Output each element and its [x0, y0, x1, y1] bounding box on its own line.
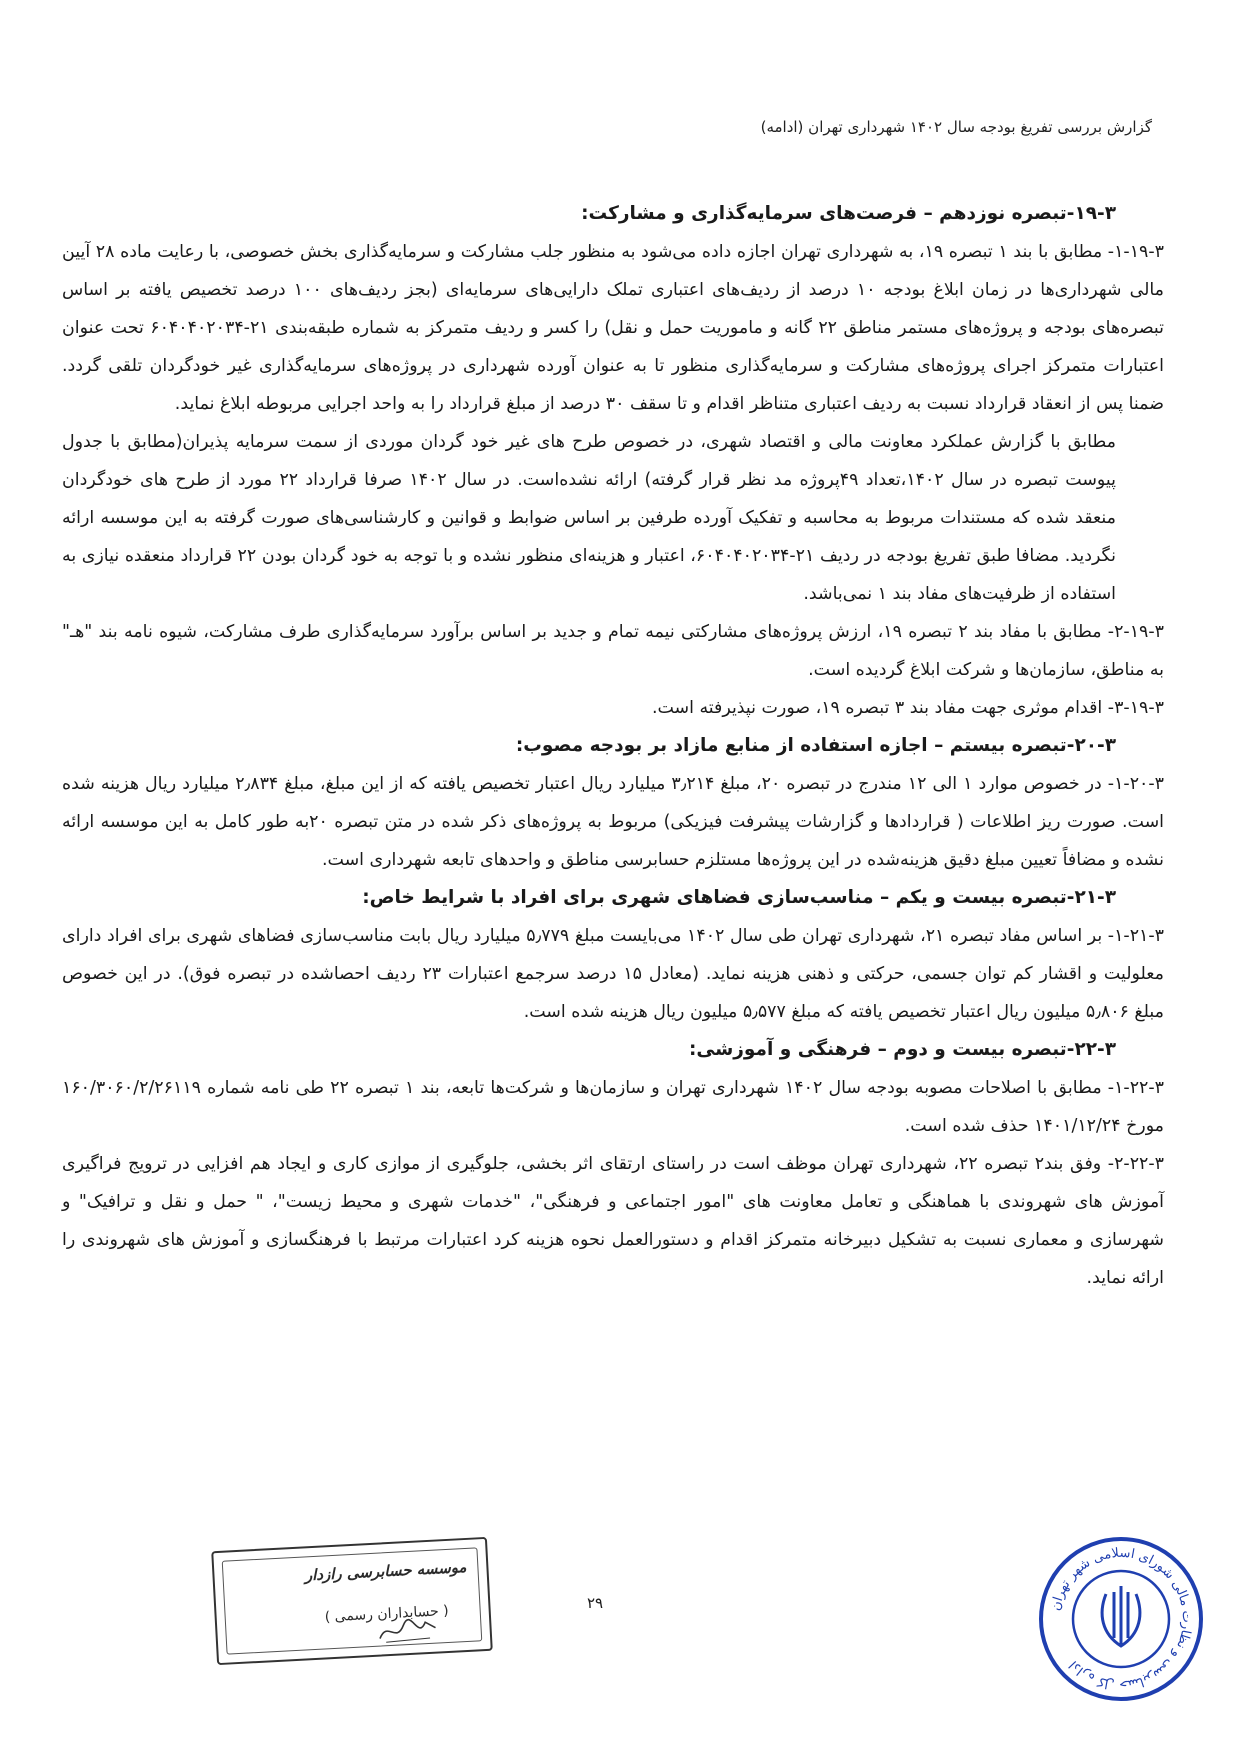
seal-emblem-icon	[1102, 1586, 1140, 1646]
paragraph-22-2: ۲-۲۲-۳- وفق بند۲ تبصره ۲۲، شهرداری تهران موظف است در راستای ارتقای اثر بخشی، جلوگیری از موازی کاری و ایجاد هم افزایی در ترویج فراگیری آموزش های شهروندی با هماهنگی و تعامل معاونت های "امور اجتماعی و فرهنگی"، "خدمات شهری و محیط زیست"، " حمل و نقل و ترافیک" و شهرسازی و معماری نسبت به تشکیل دبیرخانه متمرکز اقدام و دستورالعمل نحوه هزینه کرد اعتبارات مرتبط با فرهنگسازی و آموزش های شهروندی را ارائه نماید.	[62, 1154, 1164, 1288]
paragraph-19-1: ۱-۱۹-۳- مطابق با بند ۱ تبصره ۱۹، به شهرداری تهران اجازه داده می‌شود به منظور جلب مشارکت و سرمایه‌گذاری بخش خصوصی، با رعایت ماده ۲۸ آیین مالی شهرداری‌ها در زمان ابلاغ بودجه ۱۰ درصد از ردیف‌های اعتباری تملک دارایی‌های سرمایه‌ای (بجز ردیف‌های ۱۰۰ درصد تخصیص یافته بر اساس تبصره‌های بودجه و پروژه‌های مستمر مناطق ۲۲ گانه و ماموریت حمل و نقل) را کسر و ردیف متمرکز به شماره طبقه‌بندی ۲۱-۶۰۴۰۴۰۲۰۳۴ تحت عنوان اعتبارات متمرکز اجرای پروژه‌های مشارکت و سرمایه‌گذاری منظور تا به عنوان آورده شهرداری در پروژه‌های سرمایه‌گذاری غیر خودگردان تلقی گردد. ضمنا پس از انعقاد قرارداد نسبت به ردیف اعتباری متناظر اقدام و تا سقف ۳۰ درصد از مبلغ قرارداد را به واحد اجرایی مربوطه ابلاغ نماید.	[62, 242, 1165, 414]
stamp-firm-name: موسسه حسابرسی رازدار	[304, 1557, 467, 1585]
document-body	[62, 195, 1164, 1297]
page-number: ۲۹	[586, 1594, 604, 1612]
section-heading-21: ۲۱-۳-تبصره بیست و یکم – مناسب‌سازی فضاهای شهری برای افراد با شرایط خاص:	[362, 887, 1116, 908]
council-seal	[1036, 1534, 1206, 1704]
paragraph-20-1: ۱-۲۰-۳- در خصوص موارد ۱ الی ۱۲ مندرج در تبصره ۲۰، مبلغ ۳٫۲۱۴ میلیارد ریال اعتبار تخصیص یافته که از این مبلغ، مبلغ ۲٫۸۳۴ میلیارد ریال هزینه شده است. صورت ریز اطلاعات ( قراردادها و گزارشات پیشرفت فیزیکی) مربوط به پروژه‌های ذکر شده در متن تبصره ۲۰به طور کامل به این موسسه ارائه نشده و مضافاً تعیین مبلغ دقیق هزینه‌شده در این پروژه‌ها مستلزم حسابرسی مناطق و واحدهای تابعه شهرداری است.	[62, 774, 1164, 870]
paragraph-22-1: ۱-۲۲-۳- مطابق با اصلاحات مصوبه بودجه سال ۱۴۰۲ شهرداری تهران و سازمان‌ها و شرکت‌ها تابعه، بند ۱ تبصره ۲۲ طی نامه شماره ۱۶۰/۳۰۶۰/۲/۲۶۱۱۹ مورخ ۱۴۰۱/۱۲/۲۴ حذف شده است.	[62, 1078, 1164, 1136]
paragraph-19-3: ۳-۱۹-۳- اقدام موثری جهت مفاد بند ۳ تبصره ۱۹، صورت نپذیرفته است.	[651, 698, 1164, 718]
auditor-stamp	[211, 1537, 493, 1665]
section-heading-19: ۱۹-۳-تبصره نوزدهم – فرصت‌های سرمایه‌گذاری و مشارکت:	[581, 203, 1116, 224]
paragraph-21-1: ۱-۲۱-۳- بر اساس مفاد تبصره ۲۱، شهرداری تهران طی سال ۱۴۰۲ می‌بایست مبلغ ۵٫۷۷۹ میلیارد ریال بابت مناسب‌سازی فضاهای شهری برای افراد دارای معلولیت و اقشار کم توان جسمی، حرکتی و ذهنی هزینه نماید. (معادل ۱۵ درصد سرجمع اعتبارات ۲۳ ردیف احصاشده در تبصره فوق). در این خصوص مبلغ ۵٫۸۰۶ میلیون ریال اعتبار تخصیص یافته که مبلغ ۵٫۵۷۷ میلیون ریال هزینه شده است.	[62, 926, 1165, 1022]
section-heading-20: ۲۰-۳-تبصره بیستم – اجازه استفاده از منابع مازاد بر بودجه مصوب:	[515, 735, 1116, 756]
report-header: گزارش بررسی تفریغ بودجه سال ۱۴۰۲ شهرداری تهران (ادامه)	[760, 118, 1152, 136]
paragraph-19-1-note: مطابق با گزارش عملکرد معاونت مالی و اقتصاد شهری، در خصوص طرح های غیر خود گردان موردی از سمت سرمایه پذیران(مطابق با جدول پیوست تبصره در سال ۱۴۰۲،تعداد ۴۹پروژه مد نظر قرار گرفته) ارائه نشده‌است. در سال ۱۴۰۲ صرفا قرارداد ۲۲ مورد از طرح های خودگردان منعقد شده که مستندات مربوط به محاسبه و تفکیک آورده طرفین بر اساس ضوابط و قوانین و کارشناسی‌های صورت گرفته به این موسسه ارائه نگردید. مضافا طبق تفریغ بودجه در ردیف ۲۱-۶۰۴۰۴۰۲۰۳۴، اعتبار و هزینه‌ای منظور نشده و با توجه به خود گردان بودن ۲۲ قرارداد منعقده نیازی به استفاده از ظرفیت‌های مفاد بند ۱ نمی‌باشد.	[62, 432, 1117, 604]
seal-text: اداره کل حسابرسی و نظارت مالی شورای اسلامی شهر تهران	[1048, 1545, 1195, 1693]
stamp-subtitle: ( حسابداران رسمی )	[324, 1602, 450, 1626]
section-heading-22: ۲۲-۳-تبصره بیست و دوم – فرهنگی و آموزشی:	[688, 1039, 1116, 1060]
signature-mark	[377, 1614, 438, 1647]
paragraph-19-2: ۲-۱۹-۳- مطابق با مفاد بند ۲ تبصره ۱۹، ارزش پروژه‌های مشارکتی نیمه تمام و جدید بر اساس برآورد سرمایه‌گذاری طرف مشارکت، شیوه نامه بند "هـ" به مناطق، سازمان‌ها و شرکت ابلاغ گردیده است.	[62, 622, 1164, 680]
